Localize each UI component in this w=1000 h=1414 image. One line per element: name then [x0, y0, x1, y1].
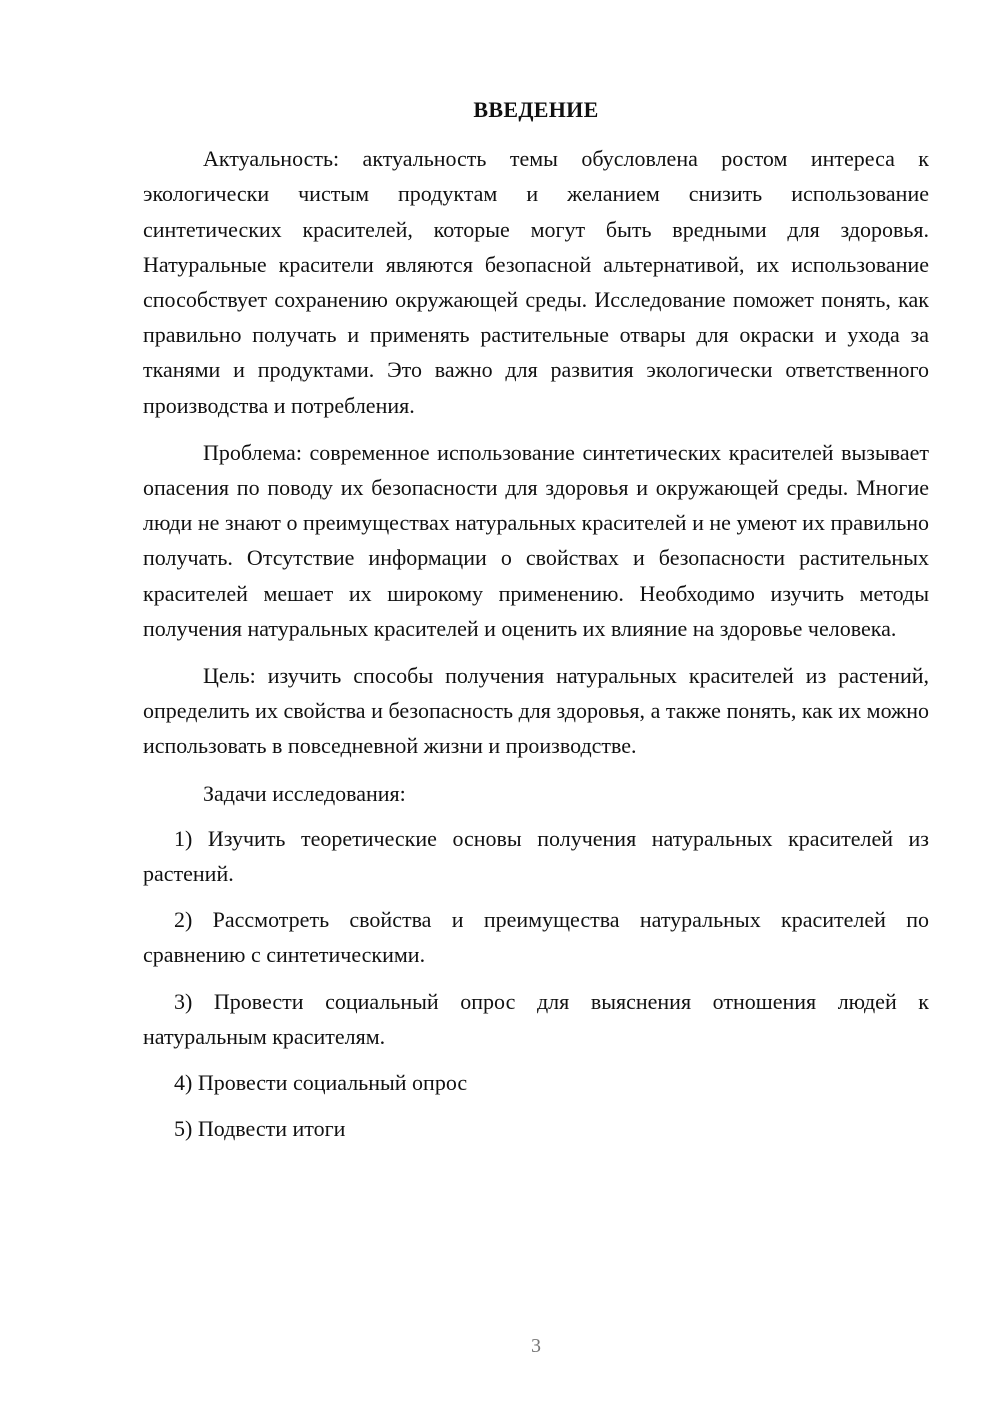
paragraph-relevance: Актуальность: актуальность темы обусловлена ростом интереса к экологически чистым продуктам и желанием снизить использование синтетических красителей, которые могут быть вредными для здоровья. Натуральные красители являются безопасной альтернативой, их использование способствует сохранению окружающей среды. Исследование поможет понять, как правильно получать и применять растительные отвары для окраски и ухода за тканями и продуктами. Это важно для развития экологически ответственного производства и потребления. [143, 146, 929, 418]
page-number: 3 [531, 1335, 541, 1357]
document-page [143, 92, 929, 1157]
task-item-5: 5) Подвести итоги [174, 1116, 346, 1142]
task-item-3: 3) Провести социальный опрос для выяснения отношения людей к натуральным красителям. [143, 988, 929, 1049]
task-item-1: 1) Изучить теоретические основы получения натуральных красителей из растений. [143, 825, 929, 887]
section-heading: ВВЕДЕНИЕ [473, 97, 599, 122]
task-item-2: 2) Рассмотреть свойства и преимущества натуральных красителей по сравнению с синтетическими. [143, 907, 929, 968]
task-item-4: 4) Провести социальный опрос [174, 1070, 468, 1096]
paragraph-goal: Цель: изучить способы получения натуральных красителей из растений, определить их свойства и безопасность для здоровья, а также понять, как их можно использовать в повседневной жизни и производстве. [143, 663, 929, 759]
paragraph-problem: Проблема: современное использование синтетических красителей вызывает опасения по поводу их безопасности для здоровья и окружающей среды. Многие люди не знают о преимуществах натуральных красителей и не умеют их правильно получать. Отсутствие информации о свойствах и безопасности растительных красителей мешает их широкому применению. Необходимо изучить методы получения натуральных красителей и оценить их влияние на здоровье человека. [143, 439, 929, 641]
tasks-title: Задачи исследования: [203, 780, 406, 806]
